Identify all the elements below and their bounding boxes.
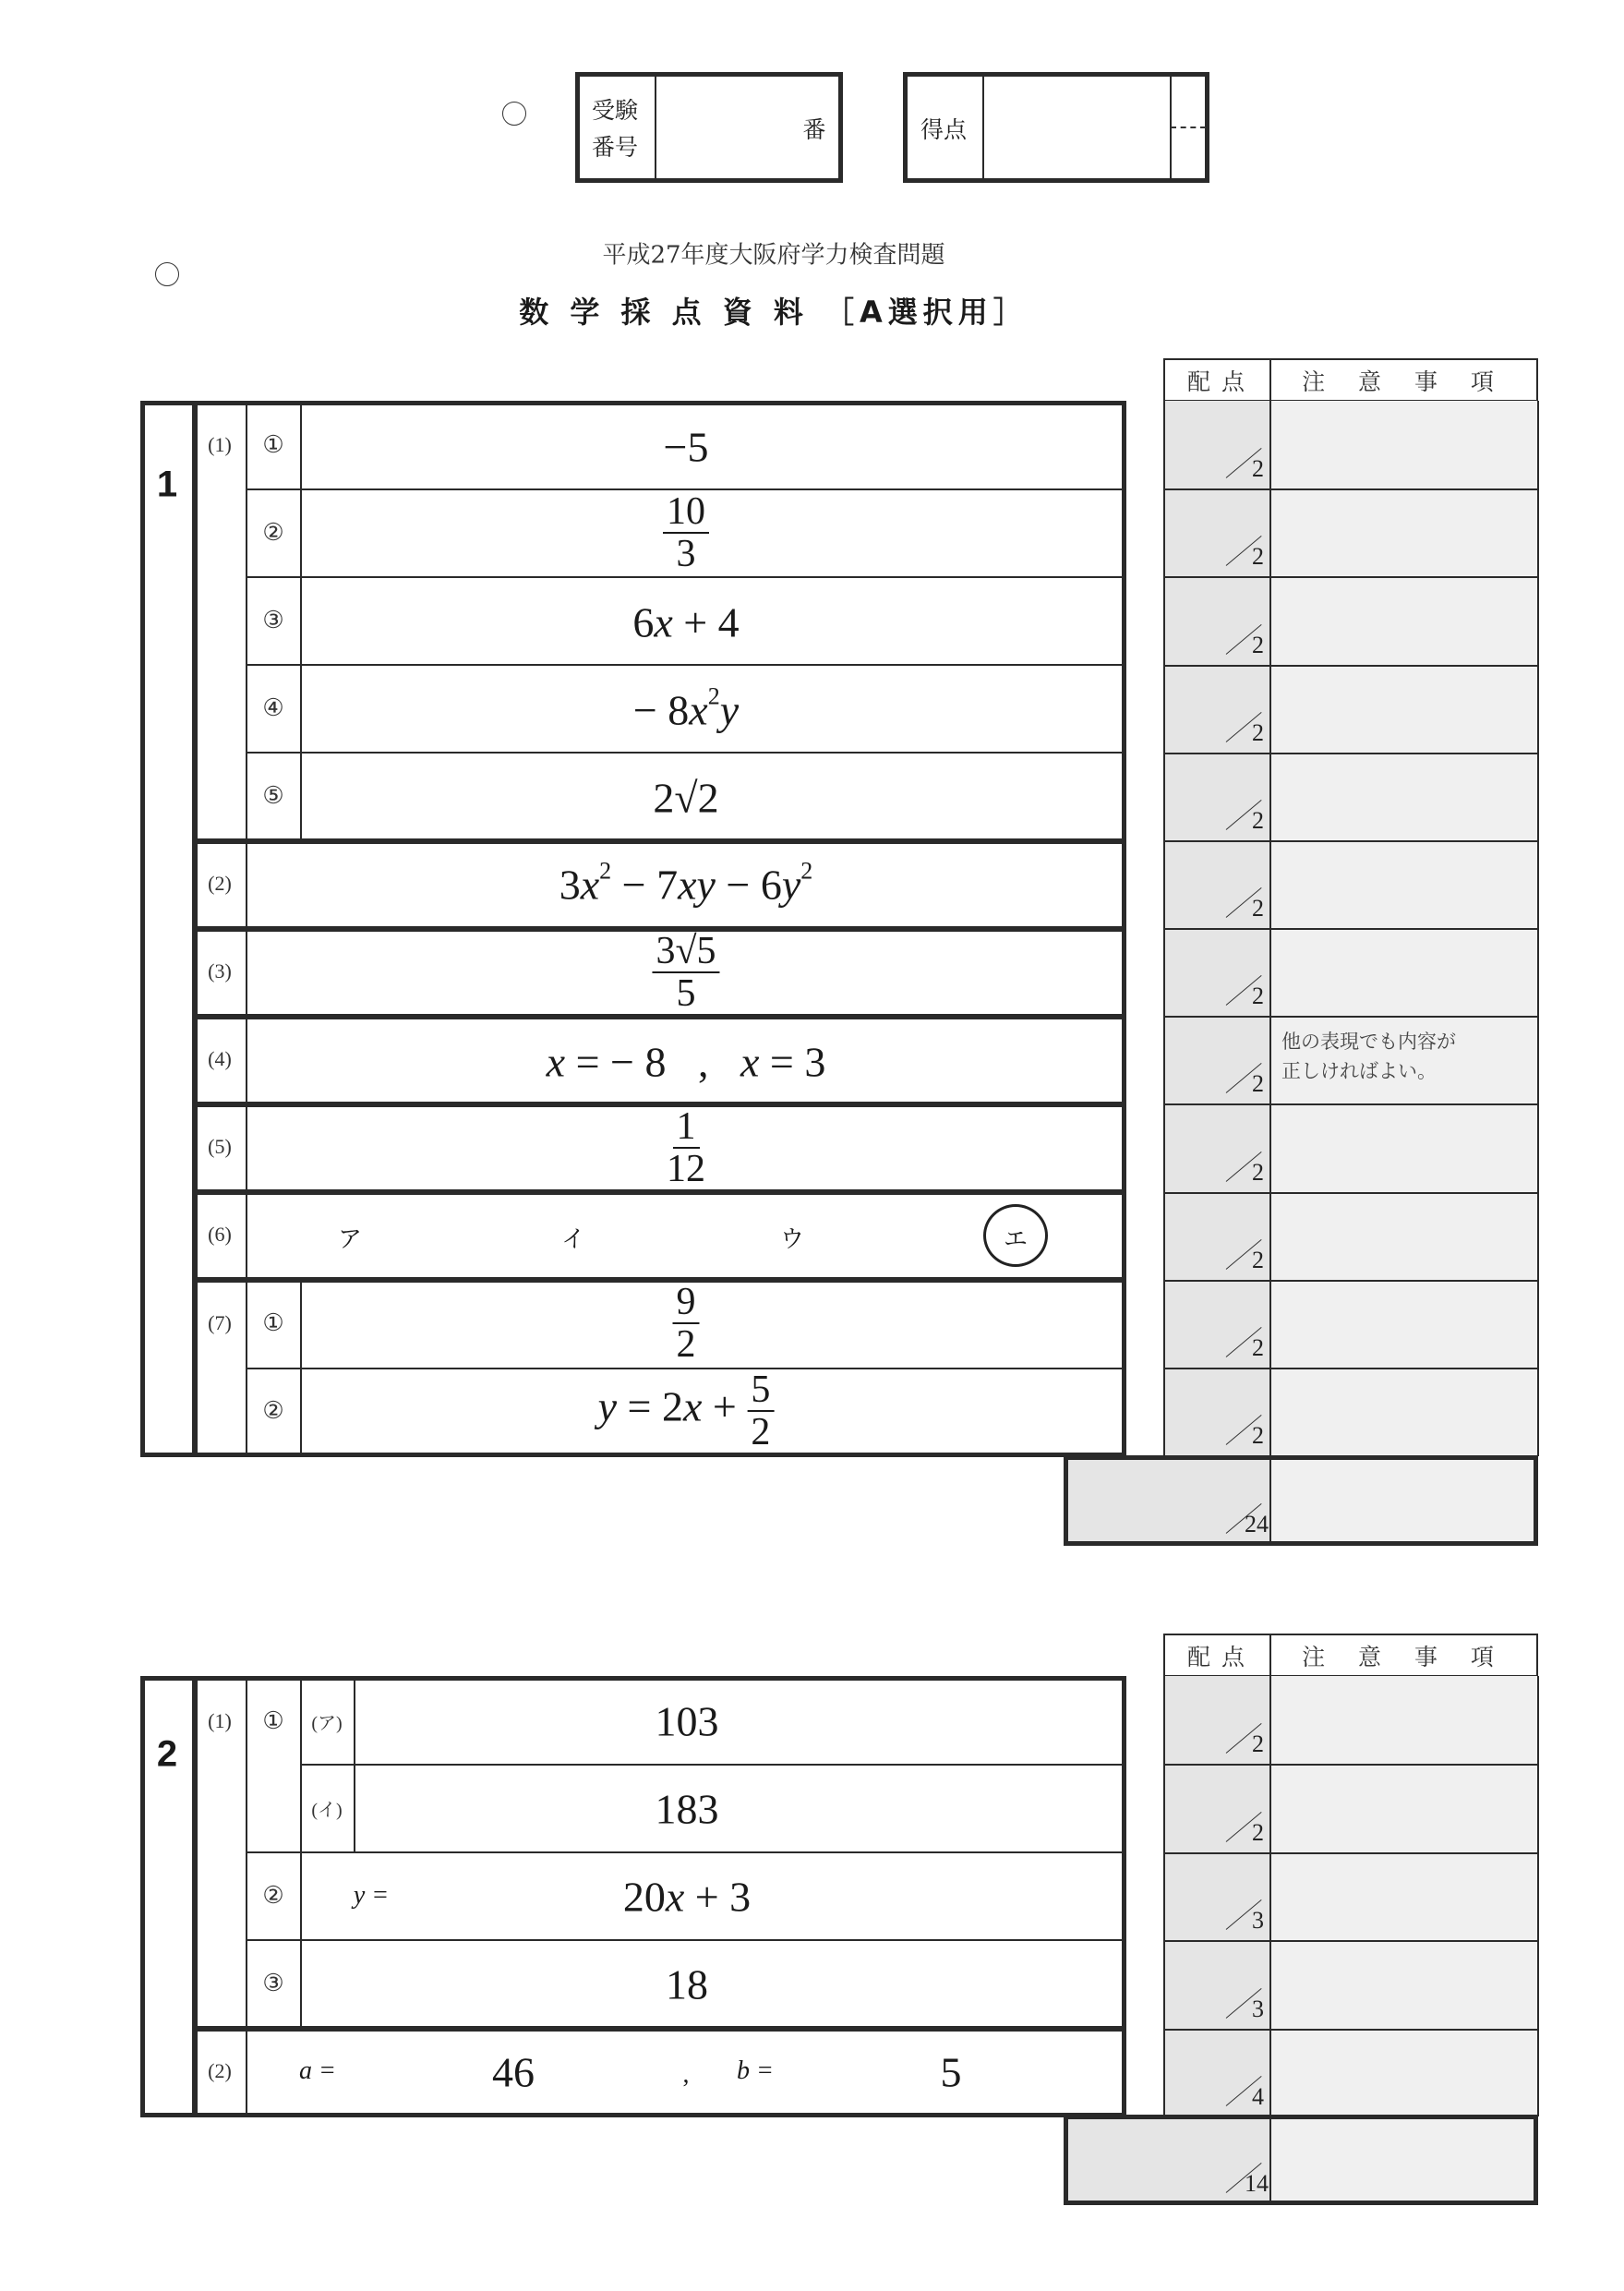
subquestion-label: ③ bbox=[262, 607, 284, 634]
denominator: 5 bbox=[676, 972, 696, 1015]
divider bbox=[982, 74, 984, 181]
divider bbox=[192, 1102, 1125, 1107]
answer-text: −5 bbox=[663, 423, 709, 471]
answer-text: 103 bbox=[655, 1697, 719, 1745]
notes-header: 注 意 事 項 bbox=[1302, 1644, 1507, 1670]
part-label: (イ) bbox=[311, 1800, 343, 1821]
divider bbox=[1537, 1676, 1539, 2116]
subquestion-label: ② bbox=[262, 519, 284, 547]
divider bbox=[246, 1939, 1125, 1941]
answer-text: 5 bbox=[940, 2048, 962, 2096]
question-label: (7) bbox=[208, 1311, 232, 1334]
divider bbox=[1163, 928, 1538, 930]
question-label: (2) bbox=[208, 2059, 232, 2082]
divider bbox=[1163, 1192, 1538, 1194]
divider bbox=[1163, 840, 1538, 842]
answer-prefix: y = bbox=[353, 1881, 390, 1910]
question-label: (2) bbox=[208, 872, 232, 895]
divider bbox=[1163, 1852, 1538, 1854]
points-value: 3 bbox=[1252, 1907, 1264, 1935]
divider bbox=[1163, 1368, 1538, 1369]
numerator: 3√5 bbox=[652, 932, 719, 973]
part-label: (ア) bbox=[311, 1713, 343, 1734]
choice-option: ウ bbox=[779, 1225, 805, 1254]
answer-prefix: b = bbox=[737, 2056, 774, 2085]
answer-fraction bbox=[663, 492, 709, 573]
answer-fraction bbox=[667, 1107, 705, 1188]
choice-option: イ bbox=[560, 1225, 586, 1254]
points-value: 2 bbox=[1252, 1070, 1264, 1098]
answer-text: 20x + 3 bbox=[622, 1873, 752, 1921]
divider bbox=[1163, 1280, 1538, 1282]
divider bbox=[192, 2026, 1125, 2032]
divider bbox=[192, 838, 1125, 844]
points-header: 配 点 bbox=[1187, 1644, 1246, 1670]
subquestion-label: ① bbox=[262, 1309, 284, 1337]
answer-text: $3x^2 - 7xy - 6y^2$ bbox=[559, 857, 813, 909]
points-value: 2 bbox=[1252, 1422, 1264, 1450]
total-points: 24 bbox=[1245, 1511, 1269, 1537]
answer-fraction bbox=[652, 932, 719, 1013]
question-label: (5) bbox=[208, 1135, 232, 1158]
subquestion-label: ② bbox=[262, 1882, 284, 1910]
divider bbox=[246, 401, 247, 840]
points-value: 2 bbox=[1252, 895, 1264, 922]
divider bbox=[246, 840, 247, 1280]
divider bbox=[1269, 1458, 1271, 1543]
subtitle: 平成27年度大阪府学力検査問題 bbox=[602, 241, 945, 270]
answer-text: − $8x^2y$ bbox=[632, 682, 740, 734]
subquestion-label: ③ bbox=[262, 1970, 284, 1997]
points-value: 2 bbox=[1252, 543, 1264, 571]
points-value: 4 bbox=[1252, 2083, 1264, 2110]
points-value: 2 bbox=[1252, 1158, 1264, 1186]
divider bbox=[1269, 1634, 1271, 1677]
exam-number-label: 番号 bbox=[591, 134, 639, 161]
divider bbox=[1163, 1676, 1165, 2116]
divider bbox=[1163, 1940, 1538, 1942]
note-field[interactable] bbox=[1281, 1027, 1531, 1086]
answer-text: 6x + 4 bbox=[632, 598, 740, 646]
answer-prefix: a = bbox=[299, 2056, 336, 2085]
divider bbox=[246, 752, 1125, 754]
points-value: 2 bbox=[1252, 806, 1264, 834]
answer-text: y = 2x + $\frac{5}{2}$ bbox=[598, 1370, 775, 1452]
divider bbox=[192, 1014, 1125, 1019]
points-value: 2 bbox=[1252, 1333, 1264, 1361]
subquestion-label: ① bbox=[262, 1707, 284, 1735]
divider bbox=[300, 1764, 1125, 1766]
answer-text: x = − 8 , x = 3 bbox=[546, 1038, 826, 1086]
points-value: 2 bbox=[1252, 455, 1264, 483]
points-value: 2 bbox=[1252, 1818, 1264, 1846]
note-text: 他の表現でも内容が bbox=[1281, 1031, 1456, 1054]
separator: , bbox=[682, 2060, 690, 2089]
answer-text: 2√2 bbox=[653, 774, 719, 822]
denominator: 3 bbox=[676, 533, 696, 575]
divider bbox=[192, 1676, 198, 2117]
divider bbox=[246, 1368, 1125, 1369]
notes-header: 注 意 事 項 bbox=[1302, 368, 1507, 395]
question-label: (1) bbox=[208, 433, 232, 456]
denominator: 12 bbox=[667, 1148, 705, 1190]
divider bbox=[246, 1676, 247, 2117]
divider bbox=[1269, 1676, 1271, 2116]
score-label: 得点 bbox=[920, 116, 968, 143]
denominator: 2 bbox=[676, 1323, 696, 1366]
divider bbox=[300, 401, 302, 840]
points-value: 2 bbox=[1252, 718, 1264, 746]
points-value: 2 bbox=[1252, 1730, 1264, 1758]
divider bbox=[246, 1851, 1125, 1853]
page-title: 数 学 採 点 資 料 ［A選択用］ bbox=[519, 295, 1029, 330]
divider bbox=[246, 664, 1125, 666]
choice-option: ア bbox=[337, 1225, 363, 1254]
numerator: 5 bbox=[747, 1370, 774, 1412]
divider bbox=[1163, 488, 1538, 490]
divider bbox=[1269, 2117, 1271, 2202]
numerator: 1 bbox=[673, 1107, 700, 1149]
question-label: (1) bbox=[208, 1709, 232, 1732]
divider bbox=[246, 576, 1125, 578]
numerator: 10 bbox=[663, 492, 709, 534]
punch-hole-marker bbox=[155, 262, 179, 286]
subquestion-label: ④ bbox=[262, 694, 284, 722]
points-value: 3 bbox=[1252, 1995, 1264, 2022]
divider bbox=[192, 1277, 1125, 1283]
notes-column bbox=[1271, 1676, 1537, 2116]
divider bbox=[1163, 1764, 1538, 1766]
question-label: (6) bbox=[208, 1223, 232, 1246]
answer-fraction bbox=[673, 1283, 700, 1364]
question-label: (4) bbox=[208, 1047, 232, 1070]
total-box bbox=[1064, 2115, 1538, 2205]
choice-option-selected: エ bbox=[1003, 1225, 1029, 1254]
divider bbox=[1163, 1103, 1538, 1105]
points-value: 2 bbox=[1252, 1246, 1264, 1273]
numerator: 9 bbox=[673, 1283, 700, 1324]
total-box bbox=[1064, 1455, 1538, 1546]
denominator: 2 bbox=[751, 1411, 771, 1453]
subquestion-label: ② bbox=[262, 1397, 284, 1425]
question-label: (3) bbox=[208, 959, 232, 983]
exam-number-label: 受験 bbox=[591, 97, 639, 124]
answer-text: 46 bbox=[492, 2048, 535, 2096]
total-points: 14 bbox=[1245, 2170, 1269, 2197]
answer-text: 18 bbox=[666, 1960, 708, 2008]
divider bbox=[1269, 358, 1271, 402]
note-text: 正しければよい。 bbox=[1281, 1060, 1437, 1083]
section-number: 1 bbox=[156, 464, 178, 505]
divider bbox=[1163, 665, 1538, 667]
points-value: 2 bbox=[1252, 983, 1264, 1010]
exam-number-suffix: 番 bbox=[802, 116, 826, 143]
subquestion-label: ① bbox=[262, 431, 284, 459]
divider bbox=[192, 1189, 1125, 1195]
punch-hole-marker bbox=[502, 102, 526, 126]
section-number: 2 bbox=[156, 1733, 178, 1775]
divider bbox=[1163, 753, 1538, 754]
divider bbox=[1163, 2029, 1538, 2031]
divider bbox=[655, 74, 656, 181]
points-header: 配 点 bbox=[1187, 368, 1246, 395]
answer-text: 183 bbox=[655, 1785, 719, 1833]
points-value: 2 bbox=[1252, 631, 1264, 658]
subquestion-label: ⑤ bbox=[262, 782, 284, 810]
divider bbox=[1163, 1016, 1538, 1018]
dashed-line bbox=[1171, 127, 1206, 128]
divider bbox=[1163, 576, 1538, 578]
